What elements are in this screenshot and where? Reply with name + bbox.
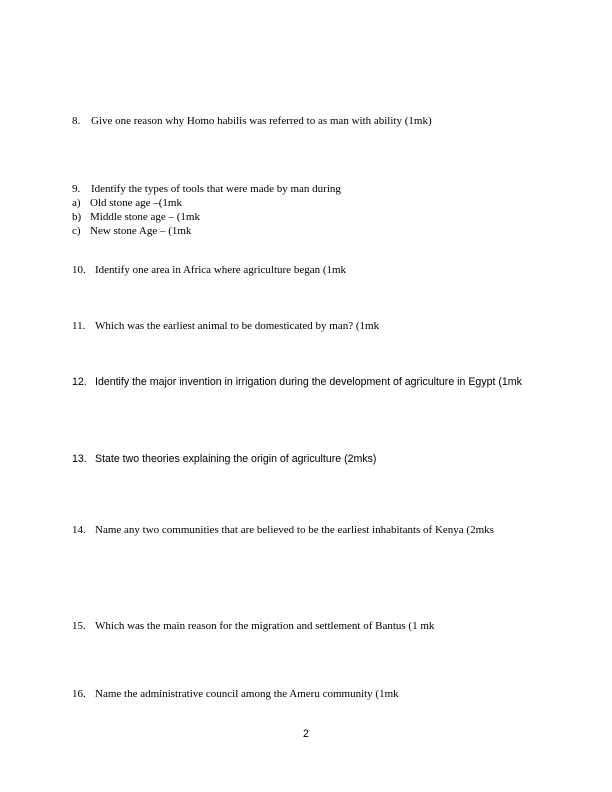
question-9-subparts xyxy=(72,196,554,238)
question-text: Name the administrative council among the Ameru community (1mk xyxy=(95,688,399,700)
question-number: 8. xyxy=(72,115,81,127)
sub-item-a xyxy=(72,196,554,210)
question-14 xyxy=(72,523,554,537)
question-8 xyxy=(72,114,554,128)
question-number: 9. xyxy=(72,183,81,195)
question-number: 11. xyxy=(72,320,86,332)
question-text: Identify the major invention in irrigation during the development of agriculture in Egypt (1mk xyxy=(95,376,522,388)
question-text: Identify one area in Africa where agriculture began (1mk xyxy=(95,264,347,276)
sub-item-text: New stone Age – (1mk xyxy=(90,225,192,237)
question-number: 10. xyxy=(72,264,86,276)
page-number: 2 xyxy=(303,728,309,740)
question-text: Give one reason why Homo habilis was referred to as man with ability (1mk) xyxy=(91,115,432,127)
sub-item-c xyxy=(72,224,554,238)
sub-item-text: Middle stone age – (1mk xyxy=(90,211,200,223)
sub-item-label: b) xyxy=(72,211,82,223)
question-15 xyxy=(72,619,554,633)
sub-item-label: c) xyxy=(72,225,81,237)
question-16 xyxy=(72,687,554,701)
question-number: 13. xyxy=(72,453,87,465)
question-12 xyxy=(72,375,554,389)
question-number: 16. xyxy=(72,688,86,700)
question-text: Name any two communities that are believed to be the earliest inhabitants of Kenya (2mks xyxy=(95,524,494,536)
sub-item-label: a) xyxy=(72,197,81,209)
question-text: Which was the earliest animal to be domesticated by man? (1mk xyxy=(95,320,380,332)
question-number: 15. xyxy=(72,620,86,632)
question-9 xyxy=(72,182,554,238)
question-11 xyxy=(72,319,554,333)
question-10 xyxy=(72,263,554,277)
question-number: 12. xyxy=(72,376,87,388)
sub-item-text: Old stone age –(1mk xyxy=(90,197,182,209)
question-number: 14. xyxy=(72,524,86,536)
sub-item-b xyxy=(72,210,554,224)
question-13 xyxy=(72,452,554,466)
question-text: Identify the types of tools that were made by man during xyxy=(91,183,341,195)
question-text: State two theories explaining the origin of agriculture (2mks) xyxy=(95,453,377,465)
question-text: Which was the main reason for the migration and settlement of Bantus (1 mk xyxy=(95,620,435,632)
